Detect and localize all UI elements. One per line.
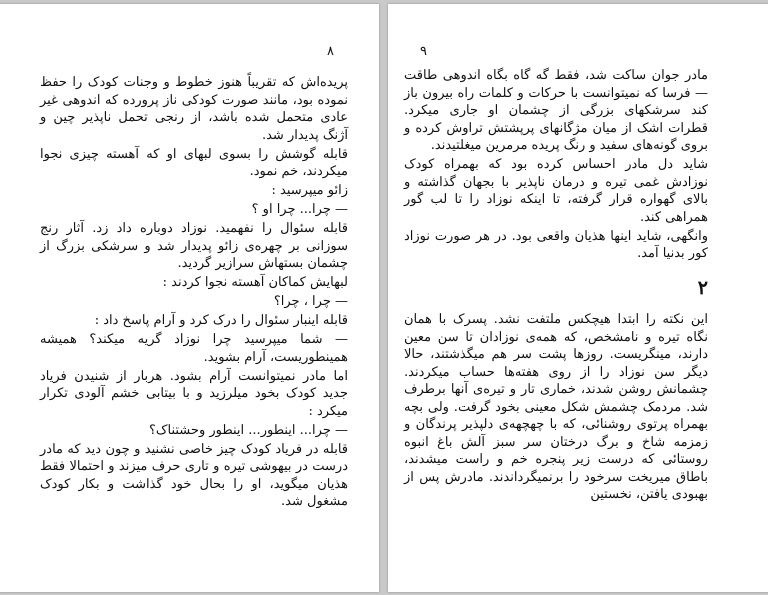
left-paragraph: — شما میپرسید چرا نوزاد گریه میکند؟ همیشه همینطوریست، آرام بشوید.	[40, 332, 348, 365]
left-paragraph: قابله سئوال را نفهمید. نوزاد دوباره داد زد. آثار رنج سوزانی بر چهره‌ی زائو پدیدار شد و سرشکی بزرگ از چشمان بستهاش سرازیر گردید.	[40, 221, 348, 271]
section-number: ۲	[697, 276, 708, 299]
left-paragraph: پریده‌اش که تقریباً هنوز خطوط و وجنات کودک را حفظ نموده بود، مانند صورت کودکی ناز پرورده که اندوهی غیر عادی متحمل شده باشد، از رنجی تحمل ناپذیر چین و آژنگ پدیدار شد.	[40, 75, 348, 143]
left-paragraph: — چرا... اینطور... اینطور وحشتناک؟	[148, 422, 348, 438]
right-paragraph: مادر جوان ساکت شد، فقط گه گاه بگاه اندوهی طاقت— فرسا که نمیتوانست با حرکات و کلمات راه بیرون باز کند سرشکهای بزرگی از چشمان او جاری میکرد. قطرات اشک از میان مژگانهای پرپشتش تراوش کرده و بروی گونه‌های سفید و رنگ پریده مرمرین میغلتیدند.	[404, 68, 708, 153]
left-paragraph: — چرا ، چرا؟	[273, 294, 348, 309]
left-page	[0, 4, 379, 592]
right-page	[388, 4, 768, 592]
left-paragraph: — چرا... چرا او ؟	[251, 202, 348, 217]
left-paragraph: زائو میپرسید :	[271, 183, 348, 198]
left-page-body	[40, 74, 348, 512]
right-page-number: ۹	[420, 44, 427, 59]
right-paragraph: این نکته را ابتدا هیچکس ملتفت نشد. پسرک با همان نگاه تیره و نامشخص، که همه‌ی نوزادان تا سن معین دارند، مینگریست. روزها پشت سر هم میگذشتند، حالا دیگر سن نوزاد را از روی هفته‌ها حساب میکردند. چشمانش روشن شدند، خماری تار و تیره‌ی آنها برطرف شد. مردمک چشمش شکل معینی بخود گرفت. ولی بچه بهمراه پرتوی روشنائی، که با چهچهه‌ی دلپذیر پرندگان و زمزمه شاخ و برگ درختان سر سبز آلش باغ انبوه روستائی که درست زیر پنجره خم و راست میشدند، باطاق میریخت سرخود را برنمیگرداندند. مادرش پس از بهبودی یافتن، نخستین	[404, 312, 708, 502]
left-paragraph: قابله گوشش را بسوی لبهای او که آهسته چیزی نجوا میکردند، خم نمود.	[40, 146, 348, 179]
right-page-body	[404, 67, 708, 505]
left-paragraph: لبهایش کماکان آهسته نجوا کردند :	[162, 275, 348, 290]
left-paragraph: قابله اینبار سئوال را درک کرد و آرام پاسخ داد :	[94, 313, 348, 328]
left-paragraph: قابله در فریاد کودک چیز خاصی نشنید و چون دید که مادر درست در بیهوشی تیره و تاری حرف میزند و احتمالا فقط هذیان میگوید، او را بحال خود گذاشت و بکار کودک مشغول شد.	[40, 441, 348, 509]
right-paragraph: شاید دل مادر احساس کرده بود که بهمراه کودک نوزادش غمی تیره و درمان ناپذیر با بجهان گذاشته و بالای گهواره قرار گرفته، تا اینکه نوزاد را تا لب گور همراهی کند.	[404, 157, 708, 225]
left-paragraph: اما مادر نمیتوانست آرام بشود. هربار از شنیدن فریاد جدید کودک بخود میلرزید و با بیتابی خشم آلودی تکرار میکرد :	[40, 368, 348, 419]
right-paragraph: وانگهی، شاید اینها هذیان واقعی بود. در هر صورت نوزاد کور بدنیا آمد.	[404, 228, 708, 261]
left-page-number: ۸	[327, 44, 334, 59]
